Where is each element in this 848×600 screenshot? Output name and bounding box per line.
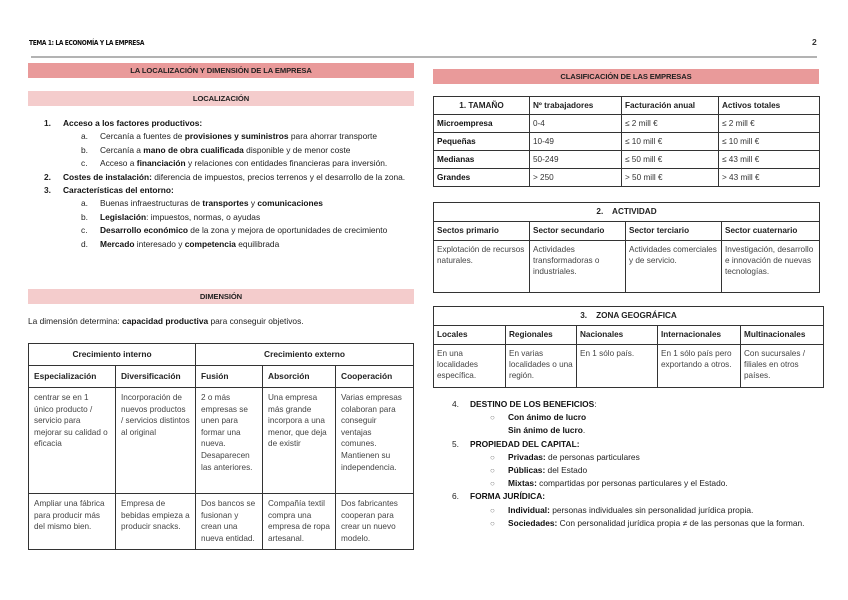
- bold-term: transportes: [202, 198, 249, 209]
- circle-bullet-icon: ○: [490, 518, 495, 528]
- bold-term: mano de obra cualificada: [143, 144, 244, 155]
- column-header: Sector cuaternario: [722, 222, 820, 241]
- table-group-header-row: [29, 344, 414, 366]
- sublist-item: [81, 197, 416, 210]
- bullet-list: [490, 504, 824, 530]
- table-cell: Con sucursales / filiales en otros países.: [741, 345, 824, 388]
- circle-bullet-icon: ○: [490, 466, 495, 476]
- circle-bullet-icon: ○: [490, 505, 495, 515]
- size-table: [433, 96, 820, 187]
- list-item-costes-instalacion: [44, 171, 416, 184]
- header-divider: [31, 56, 817, 58]
- list-number: 4.: [452, 399, 459, 409]
- bold-term: Con ánimo de lucro: [508, 412, 587, 423]
- geographic-zone-table: [433, 306, 824, 388]
- list-item-title: Características del entorno:: [63, 185, 174, 196]
- text: compartidas por personas particulares y el Estado.: [536, 478, 728, 489]
- bullet-item: [490, 504, 824, 517]
- bullet-item: [490, 411, 824, 424]
- sublist-letter: a.: [81, 131, 88, 142]
- table-header-row: [434, 97, 820, 115]
- text: La dimensión determina:: [28, 316, 123, 326]
- bold-term: Mixtas:: [508, 478, 537, 489]
- sublist-letter: a.: [81, 198, 88, 209]
- classification-list: [452, 398, 824, 530]
- column-group-internal-growth: Crecimiento interno: [29, 344, 196, 366]
- bullet-item: [490, 517, 824, 530]
- table-cell: > 43 mill €: [719, 169, 820, 187]
- table-cell: Dos bancos se fusionan y crean una nueva entidad.: [196, 494, 263, 550]
- text: disponible y de menor coste: [243, 144, 351, 155]
- table-cell: En varias localidades o una región.: [506, 345, 577, 388]
- sublist: [81, 130, 416, 170]
- text: Cercanía a fuentes de: [100, 131, 185, 142]
- list-number: 1.: [44, 118, 51, 128]
- table-cell: Actividades comerciales y de servicio.: [626, 241, 722, 293]
- table-cell: 50-249: [530, 151, 622, 169]
- table-cell: ≤ 2 mill €: [719, 115, 820, 133]
- circle-bullet-icon: ○: [490, 479, 495, 489]
- bold-term: Legislación: [100, 211, 147, 222]
- table-cell: Una empresa más grande incorpora a una menor, que deja de existir: [263, 388, 336, 494]
- table-row: [434, 115, 820, 133]
- list-item-title: FORMA JURÍDICA:: [470, 491, 546, 502]
- bold-term: provisiones y suministros: [184, 131, 289, 142]
- table-cell: Incorporación de nuevos productos / servicios distintos al original: [116, 388, 196, 494]
- table-cell: 10-49: [530, 133, 622, 151]
- text: .: [582, 425, 586, 436]
- sublist-item: [81, 238, 416, 251]
- bold-term: Mercado: [100, 238, 135, 249]
- text: Cercanía a: [100, 144, 144, 155]
- sublist-item: [81, 144, 416, 157]
- list-item-caracteristicas-entorno: [44, 184, 416, 251]
- table-cell: ≤ 10 mill €: [622, 133, 719, 151]
- list-number: 2.: [44, 171, 51, 182]
- table-cell: Explotación de recursos naturales.: [434, 241, 530, 293]
- list-item-title: DESTINO DE LOS BENEFICIOS: [470, 399, 595, 409]
- column-header: Regionales: [506, 326, 577, 345]
- column-header: Sectos primario: [434, 222, 530, 241]
- bold-term: Sin ánimo de lucro: [508, 425, 583, 436]
- sublist-item: [81, 130, 416, 143]
- row-header: Grandes: [434, 169, 530, 187]
- row-header: Medianas: [434, 151, 530, 169]
- table-cell: En una localidades específica.: [434, 345, 506, 388]
- activity-table: [433, 202, 820, 293]
- growth-table: [28, 343, 414, 550]
- text: Acceso a: [100, 158, 137, 169]
- table-cell: Compañía textil compra una empresa de ropa artesanal.: [263, 494, 336, 550]
- circle-bullet-icon: ○: [490, 413, 495, 423]
- column-header: Multinacionales: [741, 326, 824, 345]
- table-header-row: [434, 222, 820, 241]
- bold-term: capacidad productiva: [122, 316, 209, 326]
- column-header: Internacionales: [658, 326, 741, 345]
- table-cell: ≤ 10 mill €: [719, 133, 820, 151]
- list-item-title: PROPIEDAD DEL CAPITAL:: [470, 438, 580, 449]
- bullet-item: [490, 451, 824, 464]
- text: de la zona y mejora de oportunidades de crecimiento: [187, 225, 388, 236]
- text: diferencia de impuestos, precios terrenos y el desarrollo de la zona.: [151, 171, 406, 182]
- text: personas individuales sin personalidad jurídica propia.: [549, 504, 754, 515]
- list-number: 6.: [452, 491, 459, 502]
- column-header: Facturación anual: [622, 97, 719, 115]
- table-cell: Actividades transformadoras o industriales.: [530, 241, 626, 293]
- text: equilibrada: [235, 238, 280, 249]
- column-header: 1. TAMAÑO: [434, 97, 530, 115]
- sublist-item: [81, 157, 416, 170]
- sublist-item: [81, 224, 416, 237]
- subsection-banner-dimension: DIMENSIÓN: [28, 289, 414, 304]
- table-cell: centrar se en 1 único producto / servicio para mejorar su calidad o eficacia: [29, 388, 116, 494]
- text: y: [248, 198, 258, 209]
- column-header: Nº trabajadores: [530, 97, 622, 115]
- bold-term: Sociedades:: [508, 517, 558, 528]
- column-header: Diversificación: [116, 366, 196, 388]
- section-banner-clasificacion: CLASIFICACIÓN DE LAS EMPRESAS: [433, 69, 819, 84]
- page-number: 2: [812, 37, 817, 47]
- bold-term: financiación: [136, 158, 186, 169]
- table-cell: En 1 sólo país pero exportando a otros.: [658, 345, 741, 388]
- list-item-title: Acceso a los factores productivos:: [63, 118, 203, 128]
- table-title: 3. ZONA GEOGRÁFICA: [434, 307, 824, 326]
- table-row: [434, 151, 820, 169]
- circle-bullet-icon: ○: [490, 452, 495, 462]
- text: del Estado: [545, 465, 588, 476]
- column-header: Especialización: [29, 366, 116, 388]
- sublist-letter: c.: [81, 225, 88, 236]
- table-row: [29, 494, 414, 550]
- column-group-external-growth: Crecimiento externo: [196, 344, 414, 366]
- bullet-item: [490, 477, 824, 490]
- column-header: Absorción: [263, 366, 336, 388]
- text: Buenas infraestructuras de: [100, 198, 203, 209]
- bold-term: Públicas:: [508, 465, 546, 476]
- bullet-list: [490, 451, 824, 491]
- list-item-forma-juridica: [452, 490, 824, 530]
- sublist-letter: b.: [81, 211, 88, 222]
- text: para ahorrar transporte: [288, 131, 377, 142]
- document-header-title: TEMA 1: LA ECONOMÍA Y LA EMPRESA: [29, 38, 145, 47]
- bullet-item: [490, 424, 824, 437]
- table-cell: Empresa de bebidas empieza a producir snacks.: [116, 494, 196, 550]
- bold-term: Desarrollo económico: [100, 225, 188, 236]
- sublist-letter: c.: [81, 158, 88, 169]
- section-banner-localizacion-dimension: LA LOCALIZACIÓN Y DIMENSIÓN DE LA EMPRESA: [28, 63, 414, 78]
- table-title-row: [434, 307, 824, 326]
- subsection-banner-localizacion: LOCALIZACIÓN: [28, 91, 414, 106]
- table-row: [434, 169, 820, 187]
- bold-term: Privadas:: [508, 451, 546, 462]
- localizacion-list: [44, 117, 416, 251]
- column-header: Locales: [434, 326, 506, 345]
- table-cell: ≤ 2 mill €: [622, 115, 719, 133]
- row-header: Microempresa: [434, 115, 530, 133]
- text: de personas particulares: [545, 451, 640, 462]
- column-header: Sector terciario: [626, 222, 722, 241]
- bullet-list: [490, 411, 824, 437]
- table-cell: ≤ 43 mill €: [719, 151, 820, 169]
- table-header-row: [434, 326, 824, 345]
- column-header: Nacionales: [577, 326, 658, 345]
- bold-term: competencia: [184, 238, 236, 249]
- column-header: Activos totales: [719, 97, 820, 115]
- table-title-row: [434, 203, 820, 222]
- sublist-letter: b.: [81, 144, 88, 155]
- table-cell: 0-4: [530, 115, 622, 133]
- table-cell: Varias empresas colaboran para conseguir ventajas comunes. Mantienen su independencia.: [336, 388, 414, 494]
- list-number: 5.: [452, 438, 459, 449]
- bold-term: Individual:: [508, 504, 550, 515]
- table-cell: 2 o más empresas se unen para formar una nueva. Desaparecen las anteriores.: [196, 388, 263, 494]
- list-item-destino-beneficios: [452, 398, 824, 438]
- sublist-letter: d.: [81, 238, 88, 249]
- table-row: [434, 345, 824, 388]
- text: :: [594, 399, 597, 409]
- text: Con personalidad jurídica propia ≠ de las personas que la forman.: [557, 517, 805, 528]
- text: y relaciones con entidades financieras para inversión.: [185, 158, 388, 169]
- table-title: 2. ACTIVIDAD: [434, 203, 820, 222]
- table-row: [434, 241, 820, 293]
- sublist-item: [81, 211, 416, 224]
- dimension-intro: [28, 316, 304, 327]
- table-header-row: [29, 366, 414, 388]
- text: : impuestos, normas, o ayudas: [146, 211, 261, 222]
- table-cell: Ampliar una fábrica para producir más del mismo bien.: [29, 494, 116, 550]
- column-header: Sector secundario: [530, 222, 626, 241]
- sublist: [81, 197, 416, 251]
- table-cell: ≤ 50 mill €: [622, 151, 719, 169]
- text: interesado y: [134, 238, 185, 249]
- column-header: Fusión: [196, 366, 263, 388]
- row-header: Pequeñas: [434, 133, 530, 151]
- list-item-title: Costes de instalación:: [63, 171, 152, 182]
- table-cell: > 50 mill €: [622, 169, 719, 187]
- column-header: Cooperación: [336, 366, 414, 388]
- text: para conseguir objetivos.: [208, 316, 304, 326]
- table-cell: > 250: [530, 169, 622, 187]
- list-item-propiedad-capital: [452, 438, 824, 491]
- bold-term: comunicaciones: [257, 198, 323, 209]
- table-row: [29, 388, 414, 494]
- table-row: [434, 133, 820, 151]
- list-number: 3.: [44, 185, 51, 196]
- table-cell: En 1 sólo país.: [577, 345, 658, 388]
- table-cell: Investigación, desarrollo e innovación de nuevas tecnologías.: [722, 241, 820, 293]
- list-item-factores-productivos: [44, 117, 416, 171]
- table-cell: Dos fabricantes cooperan para crear un nuevo modelo.: [336, 494, 414, 550]
- bullet-item: [490, 464, 824, 477]
